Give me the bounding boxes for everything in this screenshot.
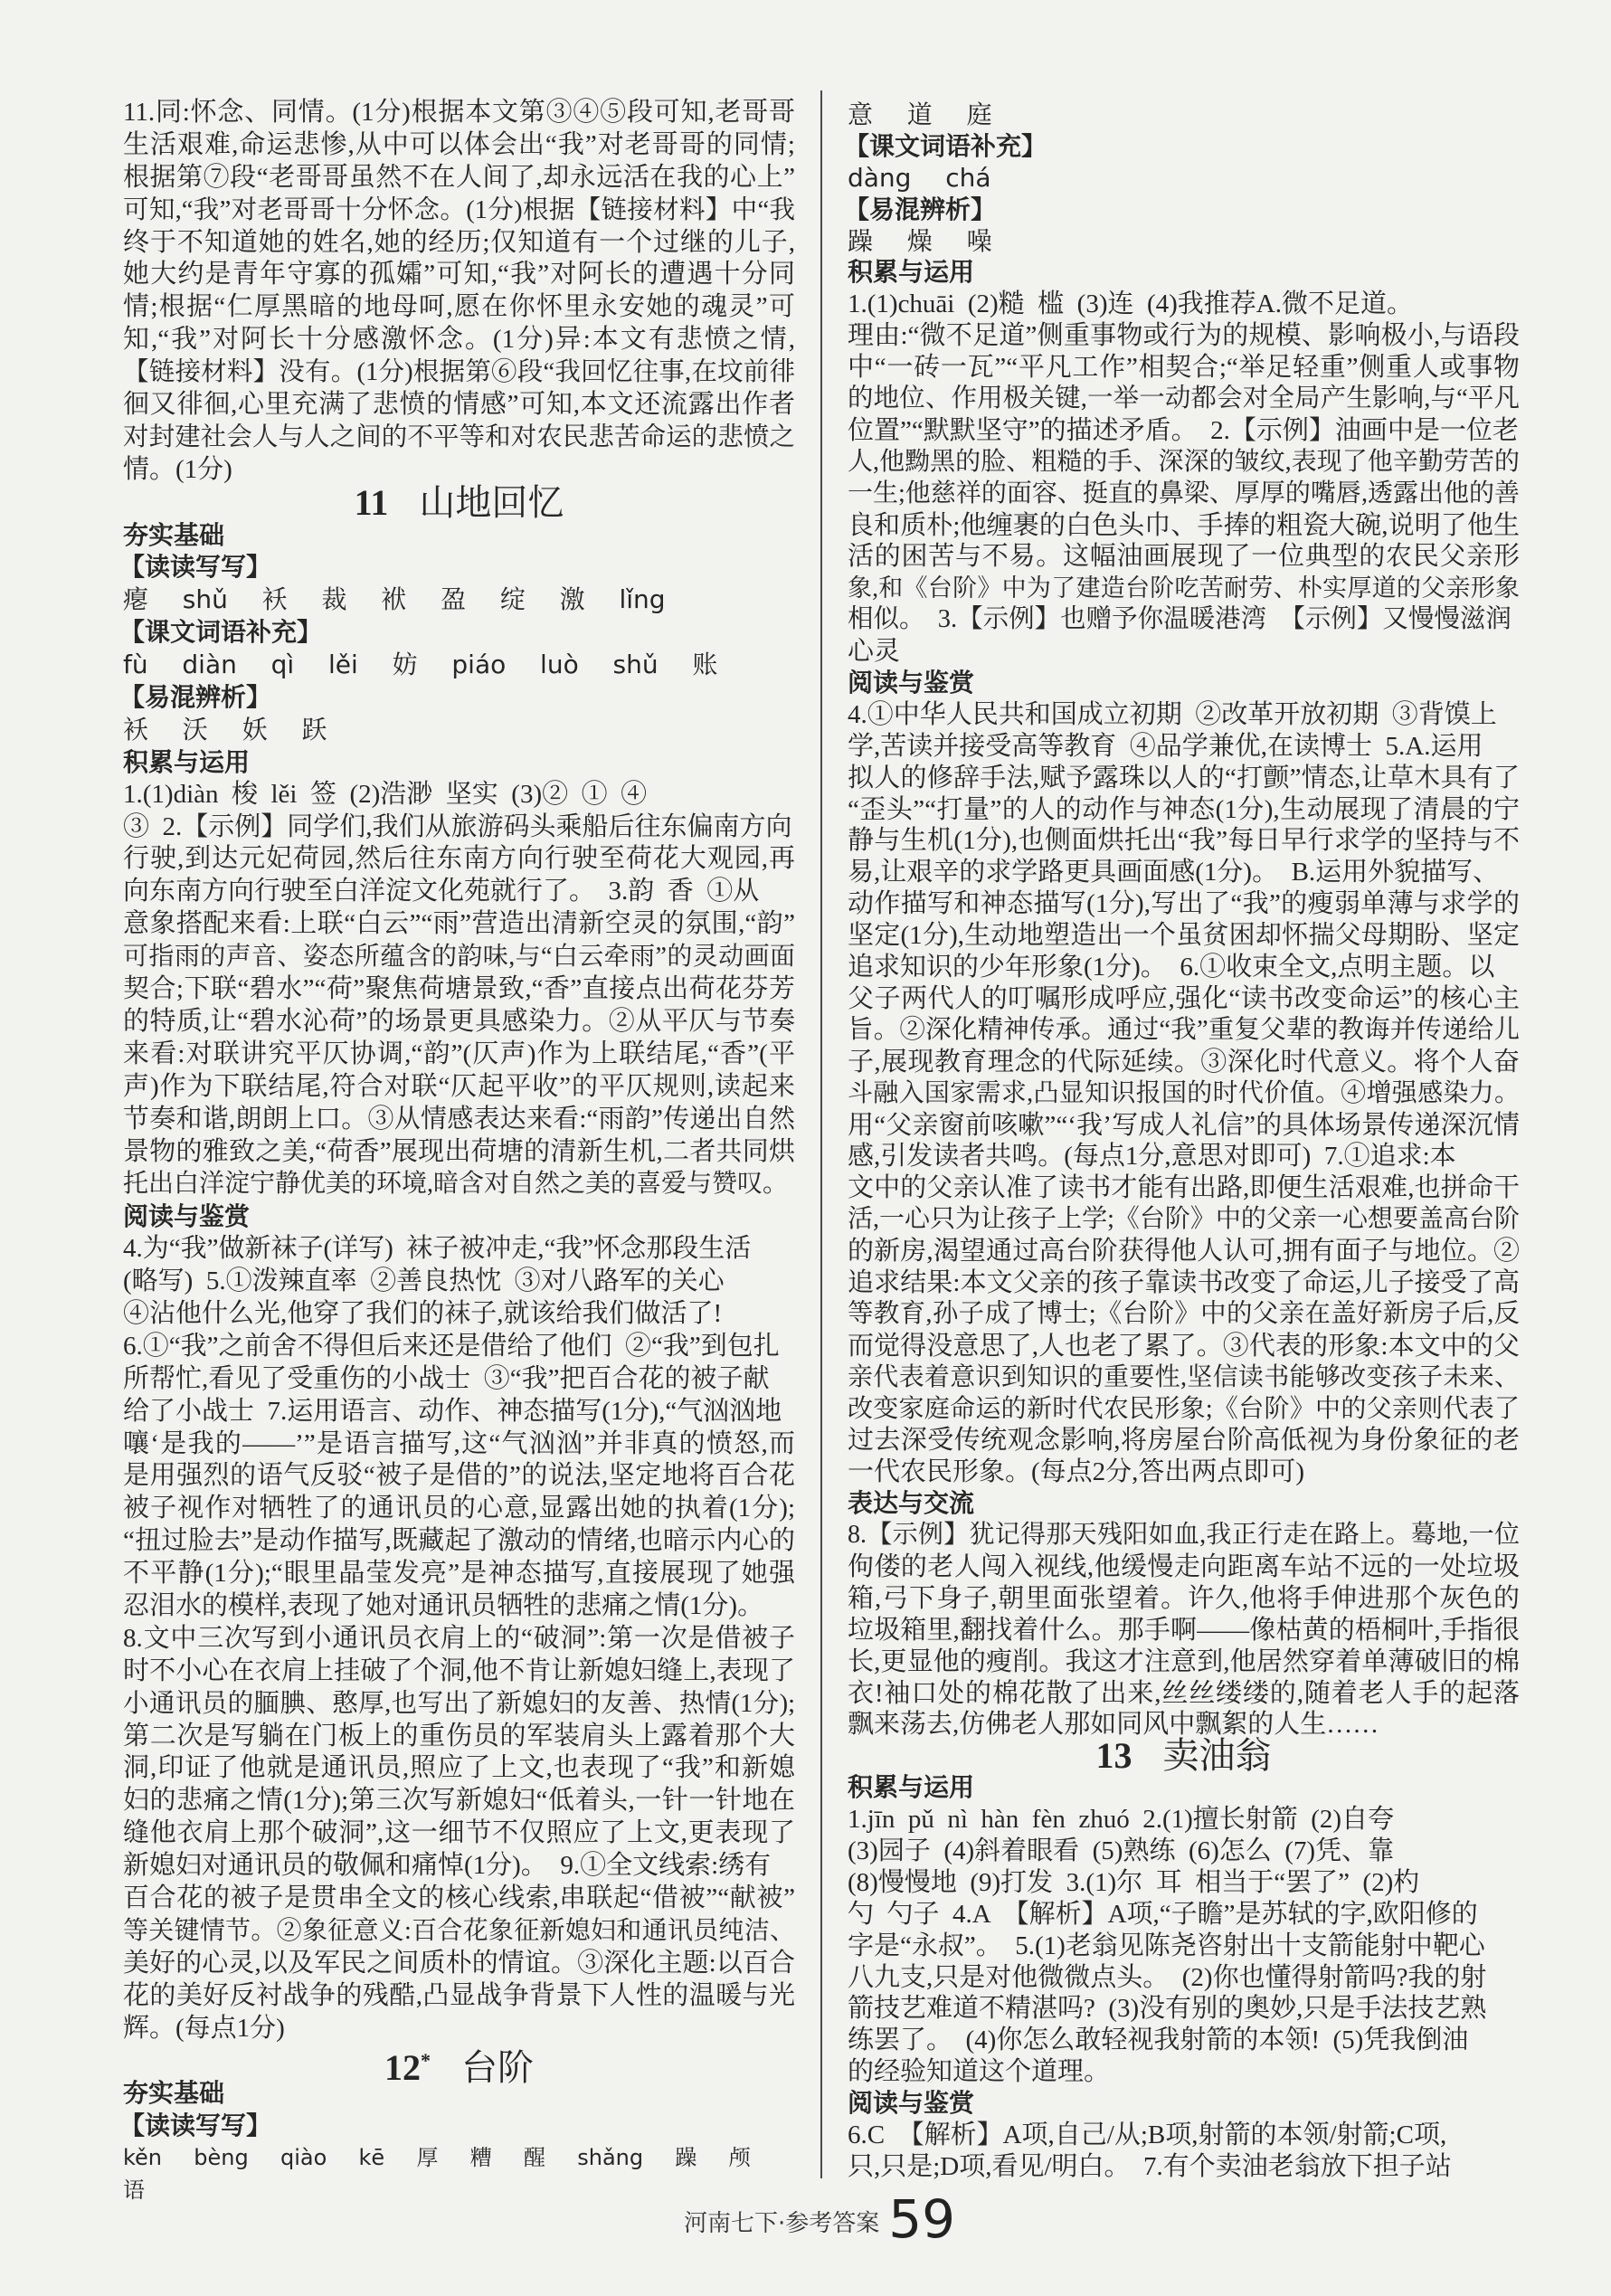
answer-line: 1.jīn pǔ nì hàn fèn zhuó 2.(1)擅长射箭 (2)自夸: [848, 1805, 1395, 1835]
answer-line: 小通讯员的腼腆、憨厚,也写出了新媳妇的友善、热情(1分);: [123, 1689, 795, 1718]
answer-line: 易,让艰辛的求学路更具画面感(1分)。 B.运用外貌描写、: [848, 858, 1500, 887]
answer-line: 亲代表着意识到知识的重要性,坚信读书能够改变孩子未来、: [848, 1362, 1520, 1391]
answer-line: 象,和《台阶》中为了建造台阶吃苦耐劳、朴实厚道的父亲形象: [848, 574, 1520, 602]
section-heading: 积累与运用: [848, 257, 975, 288]
answer-line: 追求知识的少年形象(1分)。 6.①收束全文,点明主题。以: [848, 953, 1495, 982]
section-heading: 夯实基础: [123, 2078, 225, 2109]
answer-line: 知,“我”对阿长十分感激怀念。(1分)异:本文有悲愤之情,: [123, 325, 795, 355]
section-heading: 表达与交流: [848, 1488, 975, 1519]
subsection-label: 【课文词语补充】: [844, 130, 1047, 161]
answer-line: 徊又徘徊,心里充满了悲愤的情感”可知,本文还流露出作者: [123, 390, 795, 420]
answer-line: (3)园子 (4)斜着眼看 (5)熟练 (6)怎么 (7)凭、靠: [848, 1836, 1395, 1865]
answer-line: 6.C 【解析】A项,自己/从;B项,射箭的本领/射箭;C项,: [848, 2120, 1447, 2149]
section-heading: 夯实基础: [123, 519, 225, 550]
answer-line: 【链接材料】没有。(1分)根据第⑥段“我回忆往事,在坟前徘: [123, 358, 795, 387]
answer-line: 节奏和谐,朗朗上口。③从情感表达来看:“雨韵”传递出自然: [123, 1104, 795, 1134]
answer-line: 时不小心在衣肩上挂破了个洞,他不肯让新媳妇缝上,表现了: [123, 1656, 795, 1685]
word-list: fù diàn qì lěi 妨 piáo luò shǔ 账: [123, 650, 718, 680]
answer-line: 而觉得没意思了,人也老了累了。③代表的形象:本文中的父: [848, 1331, 1520, 1361]
answer-line: ③ 2.【示例】同学们,我们从旅游码头乘船后往东偏南方向: [123, 811, 792, 841]
answer-line: 景物的雅致之美,“荷香”展现出荷塘的清新生机,二者共同烘: [123, 1136, 795, 1166]
answer-line: 可知,“我”对老哥哥十分怀念。(1分)根据【链接材料】中“我: [123, 195, 795, 224]
answer-line: 子,展现教育理念的代际延续。③深化时代意义。将个人奋: [848, 1047, 1520, 1077]
answer-line: 情;根据“仁厚黑暗的地母呵,愿在你怀里永安她的魂灵”可: [123, 292, 795, 322]
answer-line: 生活艰难,命运悲惨,从中可以体会出“我”对老哥哥的同情;: [123, 129, 795, 159]
answer-line: 托出白洋淀宁静优美的环境,暗含对自然之美的喜爱与赞叹。: [123, 1170, 789, 1199]
answer-line: 不平静(1分);“眼里晶莹发亮”是神态描写,直接展现了她强: [123, 1559, 795, 1589]
answer-line: 活,一心只为让孩子上学;《台阶》中的父亲一心想要盖高台阶: [848, 1205, 1520, 1234]
answer-line: 过去深受传统观念影响,将房屋台阶高低视为身份象征的老: [848, 1426, 1520, 1456]
answer-line: 嚷‘是我的——’”是语言描写,这“气汹汹”并非真的愤怒,而: [123, 1428, 795, 1458]
answer-line: 花的美好反衬战争的残酷,凸显战争背景下人性的温暖与光: [123, 1980, 795, 2010]
right-column: [844, 100, 1520, 2183]
answer-line: 心灵: [848, 637, 901, 667]
word-list: kěn bèng qiào kē 厚 糟 醒 shǎng 躁 颅 语: [123, 2145, 782, 2204]
answer-line: 位置”“默默坚守”的描述矛盾。 2.【示例】油画中是一位老: [848, 415, 1519, 445]
answer-line: 向东南方向行驶至白洋淀文化苑就行了。 3.韵 香 ①从: [123, 877, 760, 906]
word-list: 意 道 庭: [848, 100, 992, 129]
answer-line: 箱,弓下身子,朝里面张望着。许久,他将手伸进那个灰色的: [848, 1583, 1520, 1613]
column-divider: [820, 90, 822, 2178]
answer-line: 只,只是;D项,看见/明白。 7.有个卖油老翁放下担子站: [848, 2151, 1452, 2181]
answer-line: 垃圾箱里,翻找着什么。那手啊——像枯黄的梧桐叶,手指很: [848, 1615, 1520, 1645]
answer-line: 八九支,只是对他微微点头。 (2)你也懂得射箭吗?我的射: [848, 1962, 1487, 1992]
answer-line: 的新房,渴望通过高台阶获得他人认可,拥有面子与地位。②: [848, 1237, 1520, 1267]
subsection-label: 【读读写写】: [119, 2111, 272, 2141]
section-heading: 阅读与鉴赏: [848, 668, 975, 698]
answer-line: 她大约是青年守寡的孤孀”可知,“我”对阿长的遭遇十分同: [123, 260, 795, 289]
answer-line: 学,苦读并接受高等教育 ④品学兼优,在读博士 5.A.运用: [848, 731, 1483, 761]
answer-line: 追求结果:本文父亲的孩子靠读书改变了命运,儿子接受了高: [848, 1267, 1520, 1297]
answer-line: 一生;他慈祥的面容、挺直的鼻梁、厚厚的嘴唇,透露出他的善: [848, 479, 1520, 508]
self-study-mark: *: [421, 2049, 431, 2073]
section-heading: 积累与运用: [848, 1772, 975, 1803]
answer-line: 箭技艺难道不精湛吗? (3)没有别的奥妙,只是手法技艺熟: [848, 1994, 1487, 2024]
answer-line: 新媳妇对通讯员的敬佩和痛悼(1分)。 9.①全文线索:绣有: [123, 1851, 772, 1881]
page-number: 59: [888, 2188, 956, 2250]
answer-line: 相似。 3.【示例】也赠予你温暖港湾 【示例】又慢慢滋润: [848, 605, 1511, 634]
answer-line: 斗融入国家需求,凸显知识报国的时代价值。④增强感染力。: [848, 1078, 1520, 1107]
answer-line: 意象搭配来看:上联“白云”“雨”营造出清新空灵的氛围,“韵”: [123, 909, 795, 939]
answer-line: 的经验知道这个道理。: [848, 2057, 1111, 2087]
answer-line: 洞,印证了他就是通讯员,照应了上文,也表现了“我”和新媳: [123, 1753, 795, 1783]
answer-line: 感,引发读者共鸣。(每点1分,意思对即可) 7.①追求:本: [848, 1142, 1456, 1172]
answer-line: 的地位、作用极关键,一举一动都会对全局产生影响,与“平凡: [848, 384, 1520, 413]
lesson-title: [848, 1735, 1520, 1778]
answer-line: 坚定(1分),生动地塑造出一个虽贫困却怀揣父母期盼、坚定: [848, 921, 1520, 951]
answer-line: 中“一砖一瓦”“平凡工作”相契合;“举足轻重”侧重人或事物: [848, 353, 1520, 383]
answer-line: 给了小战士 7.运用语言、动作、神态描写(1分),“气汹汹地: [123, 1396, 782, 1426]
word-list: dàng chá: [848, 162, 991, 193]
section-heading: 阅读与鉴赏: [848, 2088, 975, 2119]
answer-line: 对封建社会人与人之间的不平等和对农民悲苦命运的悲愤之: [123, 422, 795, 451]
section-heading: 阅读与鉴赏: [123, 1201, 251, 1232]
answer-line: 一代农民形象。(每点2分,答出两点即可): [848, 1457, 1305, 1487]
answer-line: 所帮忙,看见了受重伤的小战士 ③“我”把百合花的被子献: [123, 1363, 770, 1393]
answer-line: 理由:“微不足道”侧重事物或行为的规模、影响极小,与语段: [848, 321, 1520, 351]
lesson-number: 11: [354, 481, 389, 523]
answer-line: 的特质,让“碧水沁荷”的场景更具感染力。②从平仄与节奏: [123, 1006, 795, 1036]
answer-line: 衣!袖口处的棉花散了出来,丝丝缕缕的,随着老人手的起落: [848, 1678, 1520, 1708]
answer-line: 4.为“我”做新袜子(详写) 袜子被冲走,“我”怀念那段生活: [123, 1234, 752, 1264]
answer-line: 1.(1)chuāi (2)糙 槛 (3)连 (4)我推荐A.微不足道。: [848, 289, 1414, 319]
lesson-name: 山地回忆: [419, 481, 564, 524]
answer-line: 百合花的被子是贯串全文的核心线索,串联起“借被”“献被”: [123, 1883, 795, 1912]
lesson-number: 12: [384, 2047, 421, 2089]
page-footer: [684, 2187, 956, 2250]
footer-book-label: 河南七下·参考答案: [684, 2210, 880, 2237]
lesson-number: 13: [1095, 1735, 1132, 1777]
answer-line: “扭过脸去”是动作描写,既藏起了激动的情绪,也暗示内心的: [123, 1526, 795, 1556]
answer-line: 第二次是写躺在门板上的重伤员的军装肩头上露着那个大: [123, 1721, 795, 1750]
answer-line: “歪头”“打量”的人的动作与神态(1分),生动展现了清晨的宁: [848, 794, 1520, 824]
answer-line: 8.文中三次写到小通讯员衣肩上的“破洞”:第一次是借被子: [123, 1623, 795, 1653]
answer-line: 行驶,到达元妃荷园,然后往东南方向行驶至荷花大观园,再: [123, 844, 795, 874]
answer-line: 良和质朴;他缠裹的白色头巾、手捧的粗瓷大碗,说明了他生: [848, 510, 1520, 540]
answer-line: 1.(1)diàn 梭 lěi 签 (2)浩渺 坚实 (3)② ① ④: [123, 779, 648, 809]
answer-line: 用“父亲窗前咳嗽”“‘我’写成人礼信”的具体场景传递深沉情: [848, 1110, 1520, 1140]
subsection-label: 【易混辨析】: [844, 194, 997, 224]
answer-line: 等关键情节。②象征意义:百合花象征新媳妇和通讯员纯洁、: [123, 1916, 795, 1945]
answer-line: 4.①中华人民共和国成立初期 ②改革开放初期 ③背馍上: [848, 699, 1497, 729]
lesson-name: 台阶: [461, 2047, 534, 2090]
subsection-label: 【易混辨析】: [119, 682, 272, 713]
answer-line: 活的困苦与不易。这幅油画展现了一位典型的农民父亲形: [848, 542, 1520, 572]
lesson-title: [123, 2045, 795, 2090]
answer-line: 佝偻的老人闯入视线,他缓慢走向距离车站不远的一处垃圾: [848, 1551, 1520, 1581]
answer-line: 被子视作对牺牲了的通讯员的心意,显露出她的执着(1分);: [123, 1494, 795, 1523]
answer-line: 辉。(每点1分): [123, 2013, 285, 2043]
answer-line: 根据第⑦段“老哥哥虽然不在人间了,却永远活在我的心上”: [123, 162, 795, 192]
answer-line: 忍泪水的模样,表现了她对通讯员牺牲的悲痛之情(1分)。: [123, 1590, 764, 1620]
answer-line: 等教育,孙子成了博士;《台阶》中的父亲在盖好新房子后,反: [848, 1299, 1520, 1328]
section-heading: 积累与运用: [123, 746, 251, 777]
answer-line: 飘来荡去,仿佛老人那如同风中飘絮的人生……: [848, 1710, 1379, 1740]
answer-line: 可指雨的声音、姿态所蕴含的韵味,与“白云牵雨”的灵动画面: [123, 943, 795, 972]
answer-line: 动作描写和神态描写(1分),写出了“我”的瘦弱单薄与求学的: [848, 889, 1520, 919]
answer-line: 长,更显他的瘦削。我这才注意到,他居然穿着单薄破旧的棉: [848, 1646, 1520, 1676]
answer-line: 来看:对联讲究平仄协调,“韵”(仄声)作为上联结尾,“香”(平: [123, 1039, 795, 1068]
answer-line: 父子两代人的叮嘱形成呼应,强化“读书改变命运”的核心主: [848, 983, 1520, 1013]
answer-line: ④沾他什么光,他穿了我们的袜子,就该给我们做活了!: [123, 1298, 723, 1328]
answer-line: 勺 勺子 4.A 【解析】A项,“子瞻”是苏轼的字,欧阳修的: [848, 1899, 1478, 1929]
lesson-title: [123, 481, 795, 524]
answer-line: 静与生机(1分),也侧面烘托出“我”每日早行求学的坚持与不: [848, 826, 1520, 856]
answer-line: 拟人的修辞手法,赋予露珠以人的“打颤”情态,让草木具有了: [848, 763, 1520, 792]
answer-line: 改变家庭命运的新时代农民形象;《台阶》中的父亲则代表了: [848, 1394, 1520, 1423]
answer-line: 字是“永叔”。 5.(1)老翁见陈尧咨射出十支箭能射中靶心: [848, 1931, 1485, 1960]
answer-line: 妇的悲痛之情(1分);第三次写新媳妇“低着头,一针一针地在: [123, 1786, 795, 1816]
word-list: 瘪 shǔ 袄 裁 袱 盈 绽 激 lǐng: [123, 584, 666, 615]
answer-line: 终于不知道她的姓名,她的经历;仅知道有一个过继的儿子,: [123, 227, 795, 257]
answer-line: 旨。②深化精神传承。通过“我”重复父辈的教诲并传递给儿: [848, 1015, 1520, 1044]
answer-line: 契合;下联“碧水”“荷”聚焦荷塘景致,“香”直接点出荷花芬芳: [123, 974, 795, 1004]
answer-line: 是用强烈的语气反驳“被子是借的”的说法,坚定地将百合花: [123, 1461, 795, 1491]
answer-line: 人,他黝黑的脸、粗糙的手、深深的皱纹,表现了他辛勤劳苦的: [848, 447, 1520, 476]
answer-line: 8.【示例】犹记得那天残阳如血,我正行走在路上。蓦地,一位: [848, 1521, 1520, 1550]
lesson-name: 卖油翁: [1162, 1735, 1272, 1778]
answer-line: 练罢了。 (4)你怎么敢轻视我射箭的本领! (5)凭我倒油: [848, 2026, 1469, 2055]
answer-line: 缝他衣肩上那个破洞”,这一细节不仅照应了上文,更表现了: [123, 1818, 795, 1848]
answer-line: (8)慢慢地 (9)打发 3.(1)尔 耳 相当于“罢了” (2)杓: [848, 1867, 1420, 1897]
answer-line: 情。(1分): [123, 454, 232, 484]
left-column: [119, 97, 795, 2204]
answer-line: 美好的心灵,以及军民之间质朴的情谊。③深化主题:以百合: [123, 1948, 795, 1978]
word-list: 躁 燥 噪: [848, 225, 992, 256]
answer-line: 文中的父亲认准了读书才能有出路,即便生活艰难,也拼命干: [848, 1173, 1520, 1203]
subsection-label: 【课文词语补充】: [119, 617, 323, 648]
word-list: 袄 沃 妖 跃: [123, 714, 327, 745]
answer-line: 声)作为下联结尾,符合对联“仄起平收”的平仄规则,读起来: [123, 1071, 795, 1101]
subsection-label: 【读读写写】: [119, 552, 272, 583]
answer-line: 11.同:怀念、同情。(1分)根据本文第③④⑤段可知,老哥哥: [123, 98, 795, 127]
answer-line: (略写) 5.①泼辣直率 ②善良热忱 ③对八路军的关心: [123, 1267, 725, 1296]
answer-line: 6.①“我”之前舍不得但后来还是借给了他们 ②“我”到包扎: [123, 1331, 780, 1361]
